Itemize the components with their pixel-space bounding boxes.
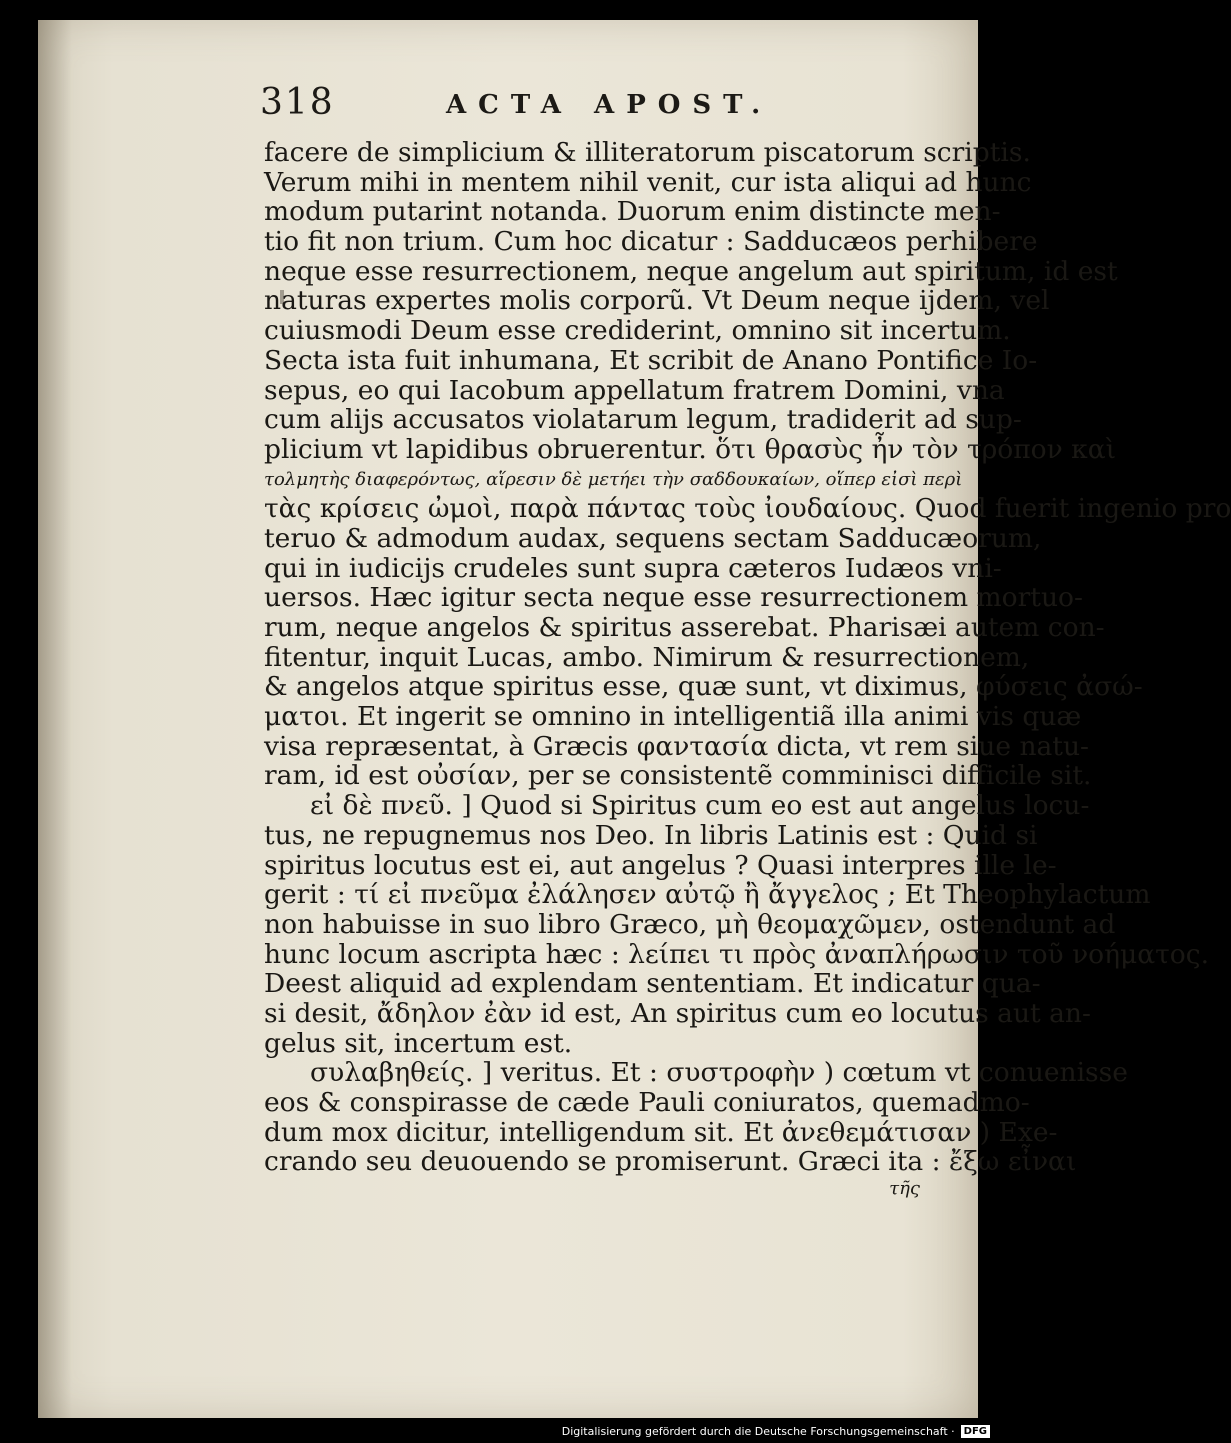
text-line: Deest aliquid ad explendam sententiam. Et indicatur qua- [264, 968, 1041, 1000]
text-line: qui in iudicijs crudeles sunt supra cæteros Iudæos vni- [264, 552, 1002, 584]
greek-line: τολμητὴς διαφερόντως, αἵρεσιν δὲ μετήει τὴν σαδδουκαίων, οἵπερ εἰσὶ περὶ [264, 468, 963, 490]
dfg-logo: DFG [961, 1425, 990, 1438]
text-line: plicium vt lapidibus obruerentur. ὅτι θρασὺς ἦν τὸν τρόπον καὶ [264, 433, 1116, 465]
text-line: rum, neque angelos & spiritus asserebat. Pharisæi autem con- [264, 612, 1105, 643]
text-line: visa repræsentat, à Græcis φαντασία dicta, vt rem siue natu- [264, 730, 1089, 762]
text-line: gerit : τί εἰ πνεῦμα ἐλάλησεν αὐτῷ ἢ ἄγγελος ; Et Theophylactum [264, 879, 1151, 911]
text-line: si desit, ἄδηλον ἐὰν id est, An spiritus cum eo locutus aut an- [264, 997, 1091, 1029]
running-title: ACTA APOST. [446, 90, 773, 120]
text-line: neque esse resurrectionem, neque angelum aut spiritum, id est [264, 255, 1118, 287]
page-number: 318 [260, 82, 335, 123]
gutter-shadow [38, 20, 72, 1418]
text-line: crando seu deuouendo se promiserunt. Græci ita : ἔξω εἶναι [264, 1146, 1077, 1178]
text-line: sepus, eo qui Iacobum appellatum fratrem Domini, vna [264, 374, 1005, 406]
footer-credit [562, 1425, 990, 1438]
text-line: & angelos atque spiritus esse, quæ sunt, vt diximus, φύσεις ἀσώ- [264, 671, 1143, 703]
text-line: tio fit non trium. Cum hoc dicatur : Sadducæos perhibere [264, 226, 1038, 258]
footer-text: Digitalisierung gefördert durch die Deutsche Forschungsgemeinschaft · [561, 1425, 955, 1438]
text-line: facere de simplicium & illiteratorum piscatorum scriptis. [264, 137, 1031, 168]
text-line: συλαβηθείς. ] veritus. Et : συστροφὴν ) cœtum vt conuenisse [310, 1057, 1128, 1089]
scanned-page [38, 20, 1231, 1418]
text-line: cum alijs accusatos violatarum legum, tradiderit ad sup- [264, 404, 1022, 436]
text-line: uersos. Hæc igitur secta neque esse resurrectionem mortuo- [264, 582, 1083, 614]
text-line: ram, id est οὐσίαν, per se consistentẽ comminisci difficile sit. [264, 760, 1092, 792]
text-line: eos & conspirasse de cæde Pauli coniuratos, quemadmo- [264, 1087, 1030, 1118]
text-line: εἰ δὲ πνεῦ. ] Quod si Spiritus cum eo est aut angelus locu- [310, 790, 1090, 822]
text-line: Secta ista fuit inhumana, Et scribit de Anano Pontifice Io- [264, 344, 1038, 376]
text-line: spiritus locutus est ei, aut angelus ? Quasi interpres ille le- [264, 849, 1057, 881]
text-line: fitentur, inquit Lucas, ambo. Nimirum & resurrectionem, [264, 641, 1030, 673]
text-line: gelus sit, incertum est. [264, 1027, 573, 1059]
text-line: ματοι. Et ingerit se omnino in intelligentiã illa animi vis quæ [264, 701, 1082, 733]
body-text [264, 137, 1231, 1178]
page-header [260, 82, 800, 132]
text-line: Verum mihi in mentem nihil venit, cur ista aliqui ad hunc [264, 166, 1032, 198]
text-line: cuiusmodi Deum esse crediderint, omnino sit incertum. [264, 315, 1011, 347]
text-line: hunc locum ascripta hæc : λείπει τι πρὸς ἀναπλήρωσιν τοῦ νοήματος. [264, 938, 1210, 970]
text-line: non habuisse in suo libro Græco, μὴ θεομαχῶμεν, ostendunt ad [264, 908, 1116, 940]
text-line: tus, ne repugnemus nos Deo. In libris Latinis est : Quid si [264, 819, 1038, 851]
text-line: dum mox dicitur, intelligendum sit. Et ἀνεθεμάτισαν ) Exe- [264, 1116, 1058, 1148]
catchword: τῆς [889, 1178, 920, 1199]
text-line: naturas expertes molis corporũ. Vt Deum neque ijdem, vel [264, 285, 1050, 317]
text-line: teruo & admodum audax, sequens sectam Sadducæorum, [264, 522, 1042, 554]
text-line: modum putarint notanda. Duorum enim distincte men- [264, 196, 1001, 228]
text-line: τὰς κρίσεις ὠμοὶ, παρὰ πάντας τοὺς ἰουδαίους. Quod fuerit ingenio pro [264, 493, 1231, 525]
